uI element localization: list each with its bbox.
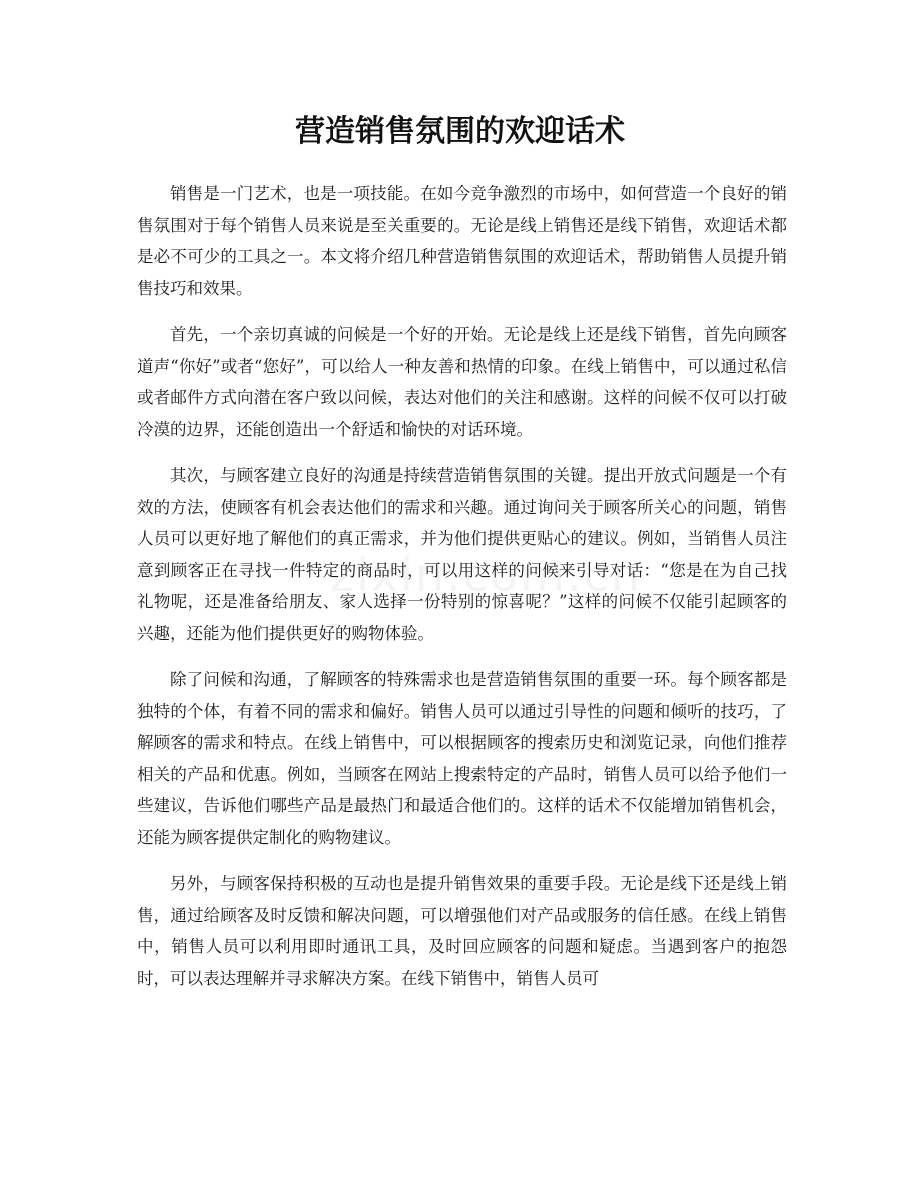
paragraph: 另外，与顾客保持积极的互动也是提升销售效果的重要手段。无论是线下还是线上销售，通过给顾客及时反馈和解决问题，可以增强他们对产品或服务的信任感。在线上销售中，销售人员可以利用即时通讯工具，及时回应顾客的问题和疑虑。当遇到客户的抱怨时，可以表达理解并寻求解决方案。在线下销售中，销售人员可 [137, 874, 787, 988]
paragraph: 其次，与顾客建立良好的沟通是持续营造销售氛围的关键。提出开放式问题是一个有效的方法，使顾客有机会表达他们的需求和兴趣。通过询问关于顾客所关心的问题，销售人员可以更好地了解他们的真正需求，并为他们提供更贴心的建议。例如，当销售人员注意到顾客正在寻找一件特定的商品时，可以用这样的问候来引导对话：“您是在为自己找礼物呢，还是准备给朋友、家人选择一份特别的惊喜呢？”这样的问候不仅能引起顾客的兴趣，还能为他们提供更好的购物体验。 [137, 466, 787, 643]
document-body [137, 178, 787, 1009]
paragraph: 销售是一门艺术，也是一项技能。在如今竞争激烈的市场中，如何营造一个良好的销售氛围对于每个销售人员来说是至关重要的。无论是线上销售还是线下销售，欢迎话术都是必不可少的工具之一。本文将介绍几种营造销售氛围的欢迎话术，帮助销售人员提升销售技巧和效果。 [137, 184, 787, 298]
paragraph: 除了问候和沟通，了解顾客的特殊需求也是营造销售氛围的重要一环。每个顾客都是独特的个体，有着不同的需求和偏好。销售人员可以通过引导性的问题和倾听的技巧，了解顾客的需求和特点。在线上销售中，可以根据顾客的搜索历史和浏览记录，向他们推荐相关的产品和优惠。例如，当顾客在网站上搜索特定的产品时，销售人员可以给予他们一些建议，告诉他们哪些产品是最热门和最适合他们的。这样的话术不仅能增加销售机会，还能为顾客提供定制化的购物建议。 [137, 670, 787, 847]
document-title: 营造销售氛围的欢迎话术 [295, 114, 625, 149]
paragraph: 首先，一个亲切真诚的问候是一个好的开始。无论是线上还是线下销售，首先向顾客道声“你好”或者“您好”，可以给人一种友善和热情的印象。在线上销售中，可以通过私信或者邮件方式向潜在客户致以问候，表达对他们的关注和感谢。这样的问候不仅可以打破冷漠的边界，还能创造出一个舒适和愉快的对话环境。 [137, 325, 787, 439]
